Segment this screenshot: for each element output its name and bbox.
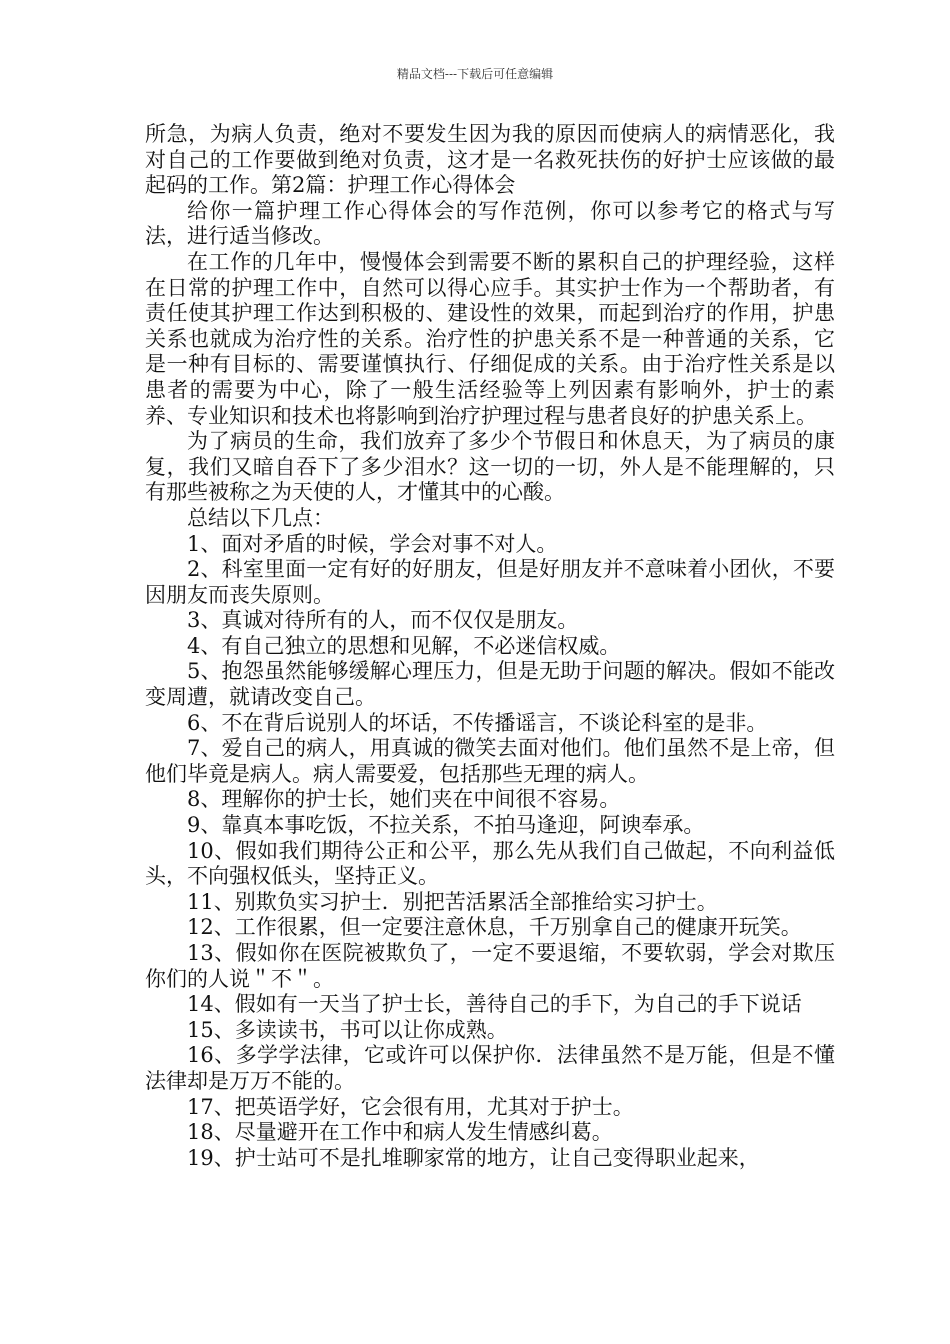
- list-item: 1、面对矛盾的时候，学会对事不对人。: [187, 531, 558, 556]
- document-body: [145, 122, 835, 1171]
- list-item: 10、假如我们期待公正和公平，那么先从我们自己做起，不向利益低头，不向强权低头，坚持正义。: [145, 838, 835, 889]
- list-item: 18、尽量避开在工作中和病人发生情感纠葛。: [187, 1120, 613, 1145]
- list-item: 11、别欺负实习护士．别把苦活累活全部推给实习护士。: [187, 889, 718, 914]
- paragraph: 所急，为病人负责，绝对不要发生因为我的原因而使病人的病情恶化，我对自己的工作要做到绝对负责，这才是一名救死扶伤的好护士应该做的最起码的工作。第2篇：护理工作心得体会: [145, 122, 835, 198]
- list-item: 7、爱自己的病人，用真诚的微笑去面对他们。他们虽然不是上帝，但他们毕竟是病人。病人需要爱，包括那些无理的病人。: [145, 736, 835, 786]
- paragraph: 给你一篇护理工作心得体会的写作范例，你可以参考它的格式与写法，进行适当修改。: [145, 198, 835, 249]
- list-item: 12、工作很累，但一定要注意休息，千万别拿自己的健康开玩笑。: [187, 915, 802, 940]
- list-item: 5、抱怨虽然能够缓解心理压力，但是无助于问题的解决。假如不能改变周遭，就请改变自己。: [145, 659, 835, 710]
- list-item: 9、靠真本事吃饭，不拉关系，不拍马逢迎，阿谀奉承。: [187, 813, 705, 838]
- list-item: 14、假如有一天当了护士长，善待自己的手下，为自己的手下说话: [187, 992, 802, 1017]
- list-item: 17、把英语学好，它会很有用，尤其对于护士。: [187, 1094, 634, 1119]
- list-item: 8、理解你的护士长，她们夹在中间很不容易。: [187, 787, 621, 812]
- list-item: 19、护士站可不是扎堆聊家常的地方，让自己变得职业起来，: [187, 1145, 760, 1170]
- list-item: 4、有自己独立的思想和见解，不必迷信权威。: [187, 633, 621, 658]
- list-item: 2、科室里面一定有好的好朋友，但是好朋友并不意味着小团伙，不要因朋友而丧失原则。: [145, 557, 835, 607]
- page-header: 精品文档---下载后可任意编辑: [396, 67, 554, 81]
- list-item: 16、多学学法律，它或许可以保护你．法律虽然不是万能，但是不懂法律却是万万不能的。: [145, 1043, 835, 1093]
- list-item: 15、多读读书，书可以让你成熟。: [187, 1017, 508, 1042]
- paragraph: 为了病员的生命，我们放弃了多少个节假日和休息天，为了病员的康复，我们又暗自吞下了多少泪水？这一切的一切，外人是不能理解的，只有那些被称之为天使的人，才懂其中的心酸。: [145, 429, 835, 505]
- list-item: 13、假如你在医院被欺负了，一定不要退缩，不要软弱，学会对欺压你们的人说＂不＂。: [145, 941, 835, 991]
- paragraph: 在工作的几年中，慢慢体会到需要不断的累积自己的护理经验，这样在日常的护理工作中，自然可以得心应手。其实护士作为一个帮助者，有责任使其护理工作达到积极的、建设性的效果，而起到治疗的作用，护患关系也就成为治疗性的关系。治疗性的护患关系不是一种普通的关系，它是一种有目标的、需要谨慎执行、仔细促成的关系。由于治疗性关系是以患者的需要为中心，除了一般生活经验等上列因素有影响外，护士的素养、专业知识和技术也将影响到治疗护理过程与患者良好的护患关系上。: [145, 249, 835, 428]
- list-item: 6、不在背后说别人的坏话，不传播谣言，不谈论科室的是非。: [187, 710, 768, 735]
- paragraph: 总结以下几点：: [187, 505, 334, 530]
- list-item: 3、真诚对待所有的人，而不仅仅是朋友。: [187, 608, 579, 633]
